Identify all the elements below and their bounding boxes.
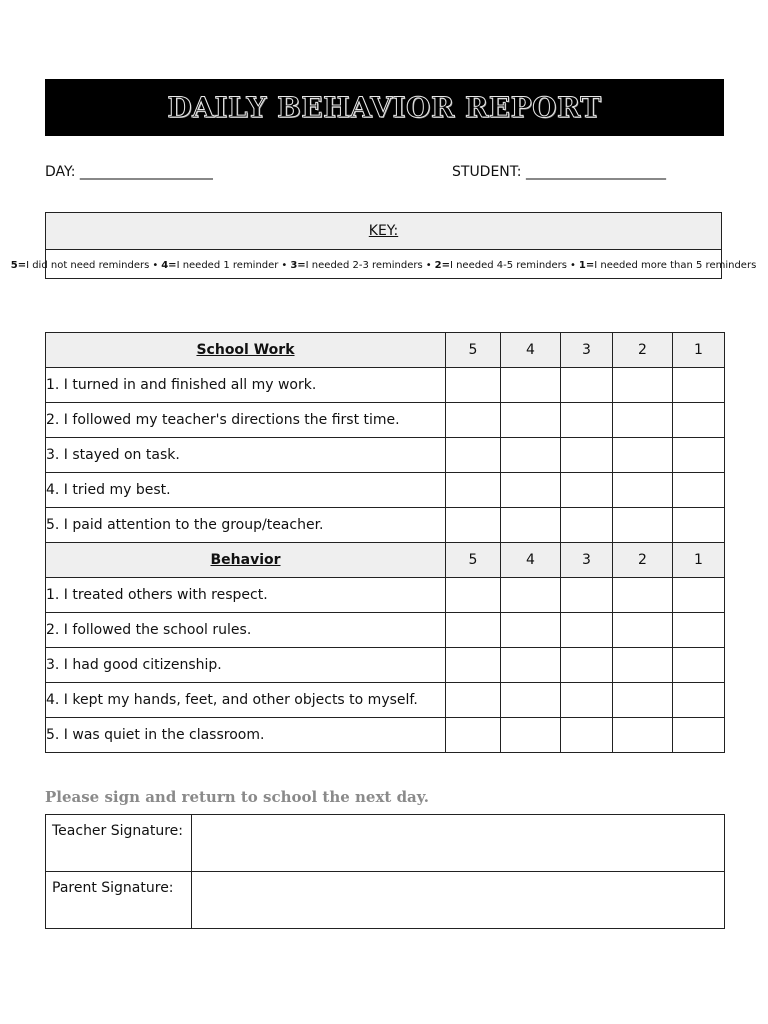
statement-cell: 4. I kept my hands, feet, and other objects to myself.: [46, 683, 446, 718]
rating-column-header: 2: [613, 333, 673, 368]
statement-cell: 3. I stayed on task.: [46, 438, 446, 473]
key-item-2-text: I needed 4-5 reminders: [449, 259, 567, 271]
key-item-5-text: I did not need reminders: [26, 259, 150, 271]
rating-checkbox-cell[interactable]: [446, 578, 501, 613]
key-separator: •: [281, 259, 288, 271]
rating-column-header: 3: [561, 333, 613, 368]
rating-checkbox-cell[interactable]: [446, 683, 501, 718]
rating-column-header: 1: [673, 333, 725, 368]
statement-cell: 4. I tried my best.: [46, 473, 446, 508]
rating-checkbox-cell[interactable]: [673, 683, 725, 718]
table-row: [46, 648, 725, 683]
rating-column-header: 1: [673, 543, 725, 578]
rating-checkbox-cell[interactable]: [561, 613, 613, 648]
table-row: [46, 578, 725, 613]
rating-checkbox-cell[interactable]: [561, 403, 613, 438]
rating-checkbox-cell[interactable]: [561, 683, 613, 718]
key-item-5-num: 5=: [10, 259, 27, 271]
section-title: School Work: [46, 333, 446, 368]
rating-checkbox-cell[interactable]: [561, 648, 613, 683]
table-row: [46, 718, 725, 753]
rating-column-header: 5: [446, 333, 501, 368]
key-separator: •: [569, 259, 576, 271]
teacher-signature-label: Teacher Signature:: [46, 815, 192, 872]
rating-checkbox-cell[interactable]: [561, 508, 613, 543]
rating-checkbox-cell[interactable]: [446, 613, 501, 648]
rating-checkbox-cell[interactable]: [613, 648, 673, 683]
key-item-4-text: I needed 1 reminder: [176, 259, 279, 271]
rating-checkbox-cell[interactable]: [673, 403, 725, 438]
rating-checkbox-cell[interactable]: [501, 438, 561, 473]
rating-checkbox-cell[interactable]: [673, 368, 725, 403]
parent-signature-field[interactable]: [192, 872, 725, 929]
student-field[interactable]: STUDENT: ____________________: [452, 164, 666, 180]
rating-column-header: 4: [501, 543, 561, 578]
table-row: [46, 473, 725, 508]
table-row: [46, 403, 725, 438]
statement-cell: 1. I treated others with respect.: [46, 578, 446, 613]
rating-checkbox-cell[interactable]: [446, 718, 501, 753]
rating-checkbox-cell[interactable]: [561, 578, 613, 613]
table-row: [46, 613, 725, 648]
rating-checkbox-cell[interactable]: [613, 403, 673, 438]
rating-checkbox-cell[interactable]: [446, 438, 501, 473]
table-row: [46, 438, 725, 473]
day-field[interactable]: DAY: ___________________: [45, 164, 213, 180]
table-row: [46, 368, 725, 403]
rating-checkbox-cell[interactable]: [501, 578, 561, 613]
rating-checkbox-cell[interactable]: [613, 578, 673, 613]
rating-checkbox-cell[interactable]: [446, 368, 501, 403]
statement-cell: 5. I was quiet in the classroom.: [46, 718, 446, 753]
rating-checkbox-cell[interactable]: [561, 473, 613, 508]
parent-signature-row: [46, 872, 725, 929]
parent-signature-label: Parent Signature:: [46, 872, 192, 929]
table-row: [46, 508, 725, 543]
section-title: Behavior: [46, 543, 446, 578]
rating-checkbox-cell[interactable]: [613, 683, 673, 718]
rating-checkbox-cell[interactable]: [613, 368, 673, 403]
statement-cell: 2. I followed my teacher's directions the first time.: [46, 403, 446, 438]
rating-column-header: 5: [446, 543, 501, 578]
rating-checkbox-cell[interactable]: [673, 473, 725, 508]
behavior-header-row: [46, 543, 725, 578]
rating-checkbox-cell[interactable]: [561, 718, 613, 753]
rating-checkbox-cell[interactable]: [446, 403, 501, 438]
title-banner: [45, 79, 724, 136]
rating-checkbox-cell[interactable]: [501, 473, 561, 508]
rating-checkbox-cell[interactable]: [561, 438, 613, 473]
rating-checkbox-cell[interactable]: [673, 648, 725, 683]
school-work-header-row: [46, 333, 725, 368]
key-item-4-num: 4=: [161, 259, 177, 271]
key-item-3-num: 3=: [290, 259, 306, 271]
table-row: [46, 683, 725, 718]
rating-column-header: 2: [613, 543, 673, 578]
key-separator: •: [152, 259, 159, 271]
rating-checkbox-cell[interactable]: [613, 473, 673, 508]
rating-table: [45, 332, 725, 753]
sign-note: Please sign and return to school the next day.: [45, 788, 429, 806]
page-title: DAILY BEHAVIOR REPORT: [167, 91, 602, 124]
rating-checkbox-cell[interactable]: [501, 368, 561, 403]
key-item-1-text: I needed more than 5 reminders: [594, 259, 757, 271]
rating-checkbox-cell[interactable]: [673, 578, 725, 613]
rating-checkbox-cell[interactable]: [501, 683, 561, 718]
statement-cell: 1. I turned in and finished all my work.: [46, 368, 446, 403]
statement-cell: 3. I had good citizenship.: [46, 648, 446, 683]
rating-checkbox-cell[interactable]: [673, 613, 725, 648]
teacher-signature-field[interactable]: [192, 815, 725, 872]
rating-checkbox-cell[interactable]: [501, 403, 561, 438]
key-item-1-num: 1=: [578, 259, 595, 271]
teacher-signature-row: [46, 815, 725, 872]
key-item-3-text: I needed 2-3 reminders: [305, 259, 423, 271]
rating-checkbox-cell[interactable]: [561, 368, 613, 403]
key-legend: [10, 250, 757, 280]
rating-column-header: 3: [561, 543, 613, 578]
key-title: KEY:: [46, 213, 721, 250]
rating-checkbox-cell[interactable]: [446, 508, 501, 543]
rating-checkbox-cell[interactable]: [501, 718, 561, 753]
rating-checkbox-cell[interactable]: [501, 508, 561, 543]
rating-column-header: 4: [501, 333, 561, 368]
key-box: [10, 212, 757, 279]
rating-checkbox-cell[interactable]: [613, 613, 673, 648]
statement-cell: 2. I followed the school rules.: [46, 613, 446, 648]
rating-checkbox-cell[interactable]: [673, 718, 725, 753]
signature-table: [45, 814, 725, 929]
key-item-2-num: 2=: [434, 259, 450, 271]
rating-checkbox-cell[interactable]: [446, 648, 501, 683]
key-separator: •: [425, 259, 432, 271]
rating-checkbox-cell[interactable]: [673, 438, 725, 473]
statement-cell: 5. I paid attention to the group/teacher.: [46, 508, 446, 543]
rating-checkbox-cell[interactable]: [613, 718, 673, 753]
rating-checkbox-cell[interactable]: [673, 508, 725, 543]
rating-checkbox-cell[interactable]: [501, 648, 561, 683]
rating-checkbox-cell[interactable]: [613, 438, 673, 473]
rating-checkbox-cell[interactable]: [613, 508, 673, 543]
rating-checkbox-cell[interactable]: [501, 613, 561, 648]
rating-checkbox-cell[interactable]: [446, 473, 501, 508]
